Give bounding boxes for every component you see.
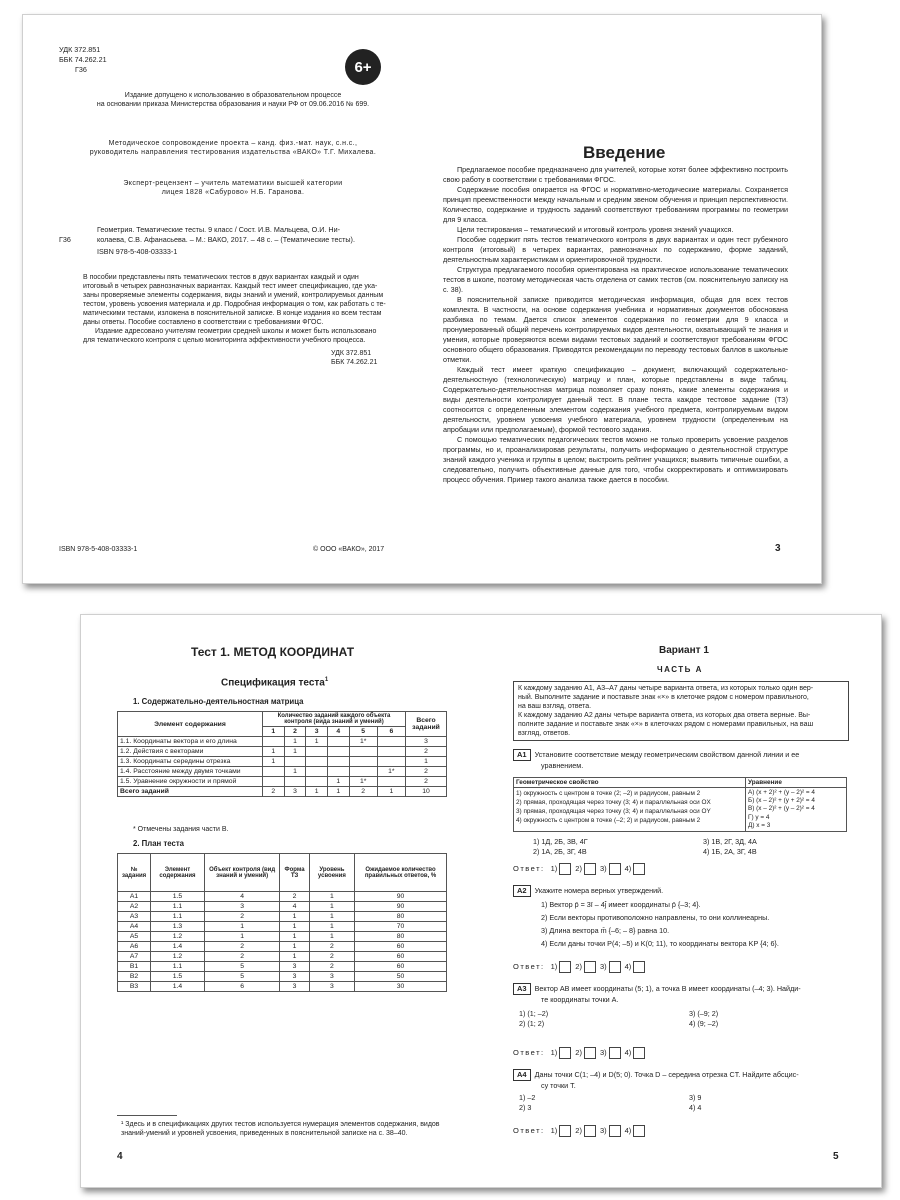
plan-cell: 1.2 [151, 932, 205, 942]
plan-cell: 1.1 [151, 962, 205, 972]
matrix-cell: 1* [377, 767, 405, 777]
matrix-cell [284, 777, 306, 787]
plan-head-cell: Элемент содержания [151, 854, 205, 892]
plan-cell: 2 [280, 892, 309, 902]
plan-cell: 3 [204, 902, 280, 912]
instruction-line: на ваш взгляд, ответа. [518, 703, 592, 710]
plan-cell: 1 [204, 932, 280, 942]
plan-cell: 60 [355, 952, 447, 962]
matrix-row [118, 747, 447, 757]
intro-paragraph: Цели тестирования – тематический и итоговый контроль уровня знаний учащихся. [457, 225, 734, 234]
plan-cell: 3 [309, 982, 354, 992]
intro-paragraph: Предлагаемое пособие предназначено для учителей, которые хотят более эффективно построить свою работу в соответствии с требованиями ФГОС. [443, 165, 788, 184]
a2-statement: 3) Длина вектора m̄ {–6; – 8} равна 10. [541, 926, 670, 935]
footnote-divider [117, 1115, 177, 1116]
matrix-cell [327, 757, 349, 767]
plan-cell: 1 [280, 942, 309, 952]
plan-row [118, 962, 447, 972]
answer-option-number: 4) [624, 961, 632, 971]
answer-checkbox[interactable] [633, 961, 645, 973]
plan-head-cell: Форма ТЗ [280, 854, 309, 892]
plan-cell: 6 [204, 982, 280, 992]
matrix-cell [377, 737, 405, 747]
matrix-cell: 1 [327, 787, 349, 797]
matrix-cell [327, 767, 349, 777]
matrix-cell: 1 [263, 747, 285, 757]
abstract-line-7: Издание адресовано учителям геометрии средней школы и может быть использовано [95, 328, 377, 335]
matrix-row-total: 1 [406, 757, 447, 767]
plan-cell: 90 [355, 902, 447, 912]
a4-answer-row [513, 1125, 649, 1137]
reviewer-line-1: Эксперт-рецензент – учитель математики высшей категории [123, 180, 343, 187]
matrix-cell [306, 757, 328, 767]
plan-cell: 1 [280, 922, 309, 932]
plan-row [118, 892, 447, 902]
introduction-body [443, 165, 788, 485]
a1-head-property: Геометрическое свойство [514, 778, 746, 788]
task-a3-tag: А3 [513, 983, 531, 995]
footer-isbn: ISBN 978-5-408-03333-1 [59, 546, 138, 553]
task-a1 [513, 749, 843, 771]
task-a4-text-1: Даны точки C(1; –4) и D(5; 0). Точка D – середина отрезка CT. Найдите абсцис- [534, 1070, 799, 1079]
plan-cell: 90 [355, 892, 447, 902]
reviewer-line-2: лицея 1828 «Сабурово» Н.Б. Гаранова. [161, 189, 305, 196]
answer-checkbox[interactable] [633, 1047, 645, 1059]
methodology-line-1: Методическое сопровождение проекта – канд. физ.-мат. наук, с.н.с., [108, 140, 358, 147]
abstract-line-5: матическими тестами, изложена в пояснительной записке. В конце издания ко всем тестам [83, 310, 382, 317]
answer-option-number: 2) [575, 1125, 582, 1135]
matrix-cell: 2 [349, 787, 377, 797]
task-a3-text-2: те координаты точки A. [541, 995, 619, 1004]
matrix-cell [306, 777, 328, 787]
footnote-line-1: ¹ Здесь и в спецификациях других тестов используется нумерация элементов содержания, видов [121, 1121, 440, 1128]
answer-option-number: 1) [550, 863, 558, 873]
plan-cell: 2 [309, 942, 354, 952]
task-a4-tag: А4 [513, 1069, 531, 1081]
task-a2-tag: А2 [513, 885, 531, 897]
footer-copyright: © ООО «ВАКО», 2017 [313, 546, 385, 553]
matrix-cell [263, 737, 285, 747]
answer-label: Ответ: [513, 1125, 545, 1135]
plan-cell: 3 [309, 972, 354, 982]
plan-row [118, 922, 447, 932]
plan-cell: 5 [204, 962, 280, 972]
bottom-spread [80, 614, 882, 1188]
a3-option: 2) (1; 2) [519, 1019, 545, 1028]
a1-option: 4) 1Б, 2А, 3Г, 4В [703, 847, 757, 856]
admission-line-2: на основании приказа Министерства образования и науки РФ от 09.06.2016 № 699. [96, 101, 370, 108]
a2-statement: 1) Вектор p̄ = 3ī – 4j̄ имеет координаты p̄ {–3; 4}. [541, 900, 701, 909]
answer-label: Ответ: [513, 863, 545, 873]
plan-cell: 1 [309, 932, 354, 942]
bbk-code-2: ББК 74.262.21 [331, 359, 378, 366]
matrix-row-element: 1.4. Расстояние между двумя точками [118, 767, 263, 777]
plan-cell: 1 [309, 892, 354, 902]
plan-head-cell: Уровень усвоения [309, 854, 354, 892]
matrix-head-element: Элемент содержания [118, 712, 263, 737]
matrix-cell: 2 [263, 787, 285, 797]
answer-checkbox[interactable] [559, 1047, 571, 1059]
plan-cell: 3 [280, 962, 309, 972]
a1-head-equation: Уравнение [746, 778, 847, 788]
matrix-cell: 1 [284, 767, 306, 777]
instruction-line: К каждому заданию А1, А3–А7 даны четыре варианта ответа, из которых только один вер- [518, 685, 814, 692]
abstract-line-3: заны проверяемые элементы содержания, виды знаний и умений, контролируемых данным [83, 292, 384, 299]
intro-paragraph: Каждый тест имеет краткую спецификацию – документ, включающий содержательно-деятельностную (технологическую) матрицу и план, которые представлены в виде таблиц. Содержательно-деятельностная матрица позволяет сразу понять, какие элементы содержания и виды деятельности контролирует данный тест. В плане теста каждое тестовое задание (ТЗ) соотносится с определенным элементом содержания учебного предмета, контролируемым видом деятельности, уровнем усвоения учебного материала, уровнем трудности (определенным на апробации или предполагаемым), формой тестового задания. [443, 365, 788, 434]
matrix-cell [377, 777, 405, 787]
a2-statement: 4) Если даны точки P(4; –5) и K(0; 11), то координаты вектора KP {4; 6}. [541, 939, 779, 948]
matrix-cell: 1* [349, 777, 377, 787]
answer-checkbox[interactable] [584, 1125, 596, 1137]
plan-head-cell: Объект контроля (вид знаний и умений) [204, 854, 280, 892]
plan-cell: В3 [118, 982, 151, 992]
matrix-cell: 1 [306, 737, 328, 747]
spec-footnote-marker: 1 [324, 677, 329, 683]
plan-cell: А4 [118, 922, 151, 932]
abstract-line-4: тестом, уровень усвоения материала и др. Подробная информация о том, как работать с те- [83, 301, 386, 308]
a1-equation: Б) (x – 2)² + (y + 2)² = 4 [748, 797, 815, 805]
plan-cell: В1 [118, 962, 151, 972]
matrix-col-number: 3 [306, 727, 328, 737]
plan-cell: 1.1 [151, 902, 205, 912]
content-matrix-table [117, 711, 447, 797]
plan-row [118, 912, 447, 922]
task-a4-text-2: су точки T. [541, 1081, 576, 1090]
plan-row [118, 902, 447, 912]
abstract-line-8: для тематического контроля с целью мониторинга эффективности учебного процесса. [83, 337, 366, 344]
a1-equation: А) (x + 2)² + (y – 2)² = 4 [748, 789, 815, 796]
matrix-cell [349, 767, 377, 777]
plan-title: 2. План теста [133, 839, 184, 848]
abstract-line-1: В пособии представлены пять тематических тестов в двух вариантах каждый и один [83, 274, 359, 281]
intro-paragraph: С помощью тематических педагогических тестов можно не только проверить усвоение разделов программы, но и, проанализировав результаты, получить информацию о деятельностной структуре знаний каждого ученика и группы в целом; выстроить рейтинг учащихся; выявить типичные ошибки, а следовательно, получить объективные данные для того, чтобы скорректировать и оптимизировать процесс обучения. Пример такого анализа также дается в пособии. [443, 435, 788, 484]
matrix-cell: 1 [284, 747, 306, 757]
plan-cell: 1.2 [151, 952, 205, 962]
task-a1-text-1: Установите соответствие между геометрическим свойством данной линии и ее [534, 750, 800, 759]
udk-code-2: УДК 372.851 [331, 350, 372, 357]
bbk-code: ББК 74.262.21 [59, 55, 107, 64]
plan-cell: 60 [355, 962, 447, 972]
abstract-line-6: даны ответы. Пособие составлено в соответствии с требованиями ФГОС. [83, 319, 324, 326]
plan-cell: 5 [204, 972, 280, 982]
page-number-3: 3 [775, 543, 781, 554]
instructions-box [513, 681, 849, 741]
plan-cell: 2 [204, 942, 280, 952]
task-a1-table [513, 777, 847, 832]
answer-checkbox[interactable] [559, 1125, 571, 1137]
matrix-row [118, 757, 447, 767]
matrix-row-total: 2 [406, 747, 447, 757]
answer-option-number: 1) [550, 961, 558, 971]
age-rating-badge: 6+ [345, 49, 381, 85]
a4-option: 2) 3 [519, 1103, 532, 1112]
a1-equation: Д) x = 3 [748, 821, 771, 829]
matrix-row-total: 2 [406, 777, 447, 787]
matrix-cell [327, 737, 349, 747]
plan-cell: 4 [280, 902, 309, 912]
a2-statement: 2) Если векторы противоположно направлены, то они коллинеарны. [541, 913, 770, 922]
plan-cell: 1.3 [151, 922, 205, 932]
plan-cell: А1 [118, 892, 151, 902]
plan-cell: 1 [309, 922, 354, 932]
answer-option-number: 4) [624, 863, 632, 873]
matrix-row-element: 1.5. Уравнение окружности и прямой [118, 777, 263, 787]
variant-title: Вариант 1 [659, 645, 709, 656]
biblio-code: Г36 [59, 235, 71, 244]
matrix-col-number: 2 [284, 727, 306, 737]
plan-cell: 30 [355, 982, 447, 992]
matrix-head-total: Всего заданий [406, 712, 447, 737]
answer-option-number: 3) [599, 863, 607, 873]
matrix-cell [306, 747, 328, 757]
instruction-line: полните задание и поставьте знак «×» в клеточках рядом с номерами правильных, на ваш [518, 721, 814, 728]
biblio-line-1: Геометрия. Тематические тесты. 9 класс / Сост. И.В. Мальцева, О.И. Ни- [97, 225, 341, 234]
plan-cell: А2 [118, 902, 151, 912]
answer-checkbox[interactable] [559, 961, 571, 973]
plan-head-cell: № задания [118, 854, 151, 892]
intro-paragraph: Содержание пособия опирается на ФГОС и нормативно-методические материалы. Сохраняется принцип преемственности между начальным и средним звеном обучения и принцип перспективности. Количество, содержание и трудность заданий соответствуют требованиям программы по геометрии для 9 класса. [443, 185, 788, 224]
matrix-note: * Отмечены задания части В. [133, 826, 229, 833]
plan-cell: 60 [355, 942, 447, 952]
matrix-row-total: 3 [406, 737, 447, 747]
part-title: ЧАСТЬ А [657, 665, 703, 674]
a3-option: 4) (9; –2) [689, 1019, 719, 1028]
matrix-col-number: 5 [349, 727, 377, 737]
introduction-title: Введение [583, 143, 666, 162]
answer-option-number: 2) [575, 1047, 582, 1057]
a1-property: 4) окружность с центром в точке (–2; 2) и радиусом, равным 2 [516, 817, 701, 824]
a4-option: 1) –2 [519, 1093, 536, 1102]
isbn-line: ISBN 978-5-408-03333-1 [97, 247, 178, 256]
answer-option-number: 2) [575, 863, 582, 873]
plan-row [118, 972, 447, 982]
matrix-cell [349, 747, 377, 757]
answer-checkbox[interactable] [584, 961, 596, 973]
plan-row [118, 942, 447, 952]
plan-cell: 3 [280, 982, 309, 992]
task-a1-text-2: уравнением. [541, 761, 584, 770]
a4-option: 3) 9 [689, 1093, 702, 1102]
plan-cell: 80 [355, 932, 447, 942]
matrix-row-element: 1.1. Координаты вектора и его длина [118, 737, 263, 747]
a1-answer-row [513, 863, 649, 875]
plan-cell: А6 [118, 942, 151, 952]
plan-cell: А3 [118, 912, 151, 922]
matrix-cell [284, 757, 306, 767]
task-a1-tag: А1 [513, 749, 531, 761]
answer-label: Ответ: [513, 961, 545, 971]
plan-head-cell: Ожидаемое количество правильных ответов, % [355, 854, 447, 892]
plan-cell: 1 [204, 922, 280, 932]
matrix-cell: 1 [327, 777, 349, 787]
task-a3 [513, 983, 843, 1029]
plan-cell: 50 [355, 972, 447, 982]
matrix-row-element: 1.3. Координаты середины отрезка [118, 757, 263, 767]
matrix-col-number: 6 [377, 727, 405, 737]
methodology-line-2: руководитель направления тестирования издательства «ВАКО» Т.Г. Михалева. [89, 149, 377, 156]
intro-paragraph: Пособие содержит пять тестов тематического контроля в двух вариантах и один тест рубежного контроля (итоговый) в четырех вариантах, равнозначных по содержанию, форме заданий, деятельностным характеристикам и ориентировочной трудности. [443, 235, 788, 264]
answer-option-number: 3) [599, 1125, 607, 1135]
a1-property: 2) прямая, проходящая через точку (3; 4) и параллельная оси OX [516, 799, 711, 806]
plan-cell: 1.5 [151, 892, 205, 902]
matrix-cell: 1 [263, 757, 285, 767]
top-spread [22, 14, 822, 584]
plan-cell: 1.4 [151, 942, 205, 952]
answer-checkbox[interactable] [584, 1047, 596, 1059]
plan-row [118, 952, 447, 962]
matrix-row-element: 1.2. Действия с векторами [118, 747, 263, 757]
plan-cell: 1 [280, 912, 309, 922]
matrix-cell: 1* [349, 737, 377, 747]
matrix-cell: 1 [306, 787, 328, 797]
plan-cell: 2 [204, 912, 280, 922]
answer-option-number: 4) [624, 1125, 632, 1135]
biblio-line-2: колаева, С.В. Афанасьева. – М.: ВАКО, 2017. – 48 с. – (Тематические тесты). [97, 235, 355, 244]
plan-cell: 1.1 [151, 912, 205, 922]
task-a2 [513, 885, 843, 950]
answer-checkbox[interactable] [633, 1125, 645, 1137]
matrix-row [118, 787, 447, 797]
instruction-line: взгляд, ответов. [518, 730, 571, 737]
matrix-row-total: 2 [406, 767, 447, 777]
plan-cell: 1 [309, 902, 354, 912]
a4-option: 4) 4 [689, 1103, 702, 1112]
a3-option: 1) (1; –2) [519, 1009, 549, 1018]
instruction-line: К каждому заданию А2 даны четыре варианта ответа, из которых два ответа верные. Вы- [518, 712, 811, 719]
matrix-row-element: Всего заданий [118, 787, 263, 797]
task-a4 [513, 1069, 843, 1113]
matrix-col-number: 1 [263, 727, 285, 737]
answer-label: Ответ: [513, 1047, 545, 1057]
plan-cell: 70 [355, 922, 447, 932]
matrix-title: 1. Содержательно-деятельностная матрица [133, 697, 304, 706]
a3-answer-row [513, 1047, 649, 1059]
a1-property: 1) окружность с центром в точке (2; –2) и радиусом, равным 2 [516, 790, 701, 797]
matrix-cell [263, 777, 285, 787]
a1-property: 3) прямая, проходящая через точку (3; 4) и параллельная оси OY [516, 808, 711, 815]
task-a2-text: Укажите номера верных утверждений. [534, 886, 664, 895]
intro-paragraph: В пояснительной записке приводится методическая информация, общая для всех тестов комплекта. В частности, на основе содержания учебника и нормативных документов обоснована разбивка по темам. Дается список элементов содержания по геометрии для 9 класса и пронумерованный общий перечень контролируемых видов деятельности, охватывающий те знания и умения, которые проверяются всеми видами тестовых заданий и соответствуют требованиям ФГОС основного общего образования. Приводятся рекомендации по переводу тестовых баллов в школьные отметки. [443, 295, 788, 364]
abstract-line-2: итоговый в четырех равнозначных вариантах. Каждый тест имеет спецификацию, где ука- [83, 283, 378, 290]
a1-option: 1) 1Д, 2Б, 3В, 4Г [533, 837, 588, 846]
plan-cell: 4 [204, 892, 280, 902]
plan-cell: А7 [118, 952, 151, 962]
footnote-line-2: знаний-умений и уровней усвоения, приведенных в пояснительной записке на с. 38–40. [121, 1130, 408, 1137]
a2-answer-row [513, 961, 649, 973]
plan-cell: 2 [309, 962, 354, 972]
plan-cell: 80 [355, 912, 447, 922]
plan-row [118, 982, 447, 992]
answer-option-number: 1) [550, 1047, 558, 1057]
matrix-row [118, 767, 447, 777]
matrix-cell: 1 [377, 787, 405, 797]
answer-option-number: 3) [599, 1047, 607, 1057]
matrix-cell: 3 [284, 787, 306, 797]
a1-option: 3) 1В, 2Г, 3Д, 4А [703, 837, 757, 846]
answer-option-number: 2) [575, 961, 582, 971]
matrix-cell [327, 747, 349, 757]
test-plan-table [117, 853, 447, 992]
matrix-row [118, 777, 447, 787]
answer-checkbox[interactable] [609, 863, 621, 875]
admission-line-1: Издание допущено к использованию в образовательном процессе [124, 92, 342, 99]
a1-equation: Г) y = 4 [748, 813, 770, 821]
answer-checkbox[interactable] [559, 863, 571, 875]
plan-cell: 2 [309, 952, 354, 962]
answer-checkbox[interactable] [609, 1047, 621, 1059]
intro-paragraph: Структура предлагаемого пособия ориентирована на практическое использование тематических тестов в школе, поэтому методическая часть отделена от самих тестов (см. пояснительную записку на с. 38). [443, 265, 788, 294]
matrix-cell: 1 [284, 737, 306, 747]
answer-option-number: 3) [599, 961, 607, 971]
plan-cell: 3 [280, 972, 309, 982]
answer-checkbox[interactable] [609, 1125, 621, 1137]
matrix-cell [377, 747, 405, 757]
udk-code: УДК 372.851 [59, 45, 101, 54]
instruction-line: ный. Выполните задание и поставьте знак «×» в клеточке рядом с номером правильного, [518, 694, 809, 701]
a1-option: 2) 1А, 2Б, 3Г, 4В [533, 847, 587, 856]
plan-cell: 1.5 [151, 972, 205, 982]
answer-option-number: 4) [624, 1047, 632, 1057]
page-number-4: 4 [117, 1151, 123, 1162]
plan-cell: 1.4 [151, 982, 205, 992]
page-number-5: 5 [833, 1151, 839, 1162]
matrix-row-total: 10 [406, 787, 447, 797]
matrix-row [118, 737, 447, 747]
plan-cell: 1 [309, 912, 354, 922]
plan-cell: В2 [118, 972, 151, 982]
matrix-col-number: 4 [327, 727, 349, 737]
answer-checkbox[interactable] [609, 961, 621, 973]
plan-row [118, 932, 447, 942]
matrix-cell [377, 757, 405, 767]
answer-option-number: 1) [550, 1125, 558, 1135]
plan-cell: 1 [280, 932, 309, 942]
a3-option: 3) (–9; 2) [689, 1009, 719, 1018]
plan-cell: 2 [204, 952, 280, 962]
matrix-cell [263, 767, 285, 777]
matrix-head-count: Количество заданий каждого объекта контроля (вида знаний и умений) [263, 712, 406, 727]
a1-equation: В) (x – 2)² + (y – 2)² = 4 [748, 805, 815, 813]
answer-checkbox[interactable] [584, 863, 596, 875]
plan-cell: А5 [118, 932, 151, 942]
spec-title: Спецификация теста$^1$ [221, 677, 329, 689]
matrix-cell [349, 757, 377, 767]
task-a3-text-1: Вектор AB имеет координаты (5; 1), а точка B имеет координаты (–4; 3). Найди- [534, 984, 801, 993]
plan-cell: 1 [280, 952, 309, 962]
matrix-cell [306, 767, 328, 777]
author-code: Г36 [75, 65, 87, 74]
test-title: Тест 1. МЕТОД КООРДИНАТ [191, 645, 355, 659]
answer-checkbox[interactable] [633, 863, 645, 875]
